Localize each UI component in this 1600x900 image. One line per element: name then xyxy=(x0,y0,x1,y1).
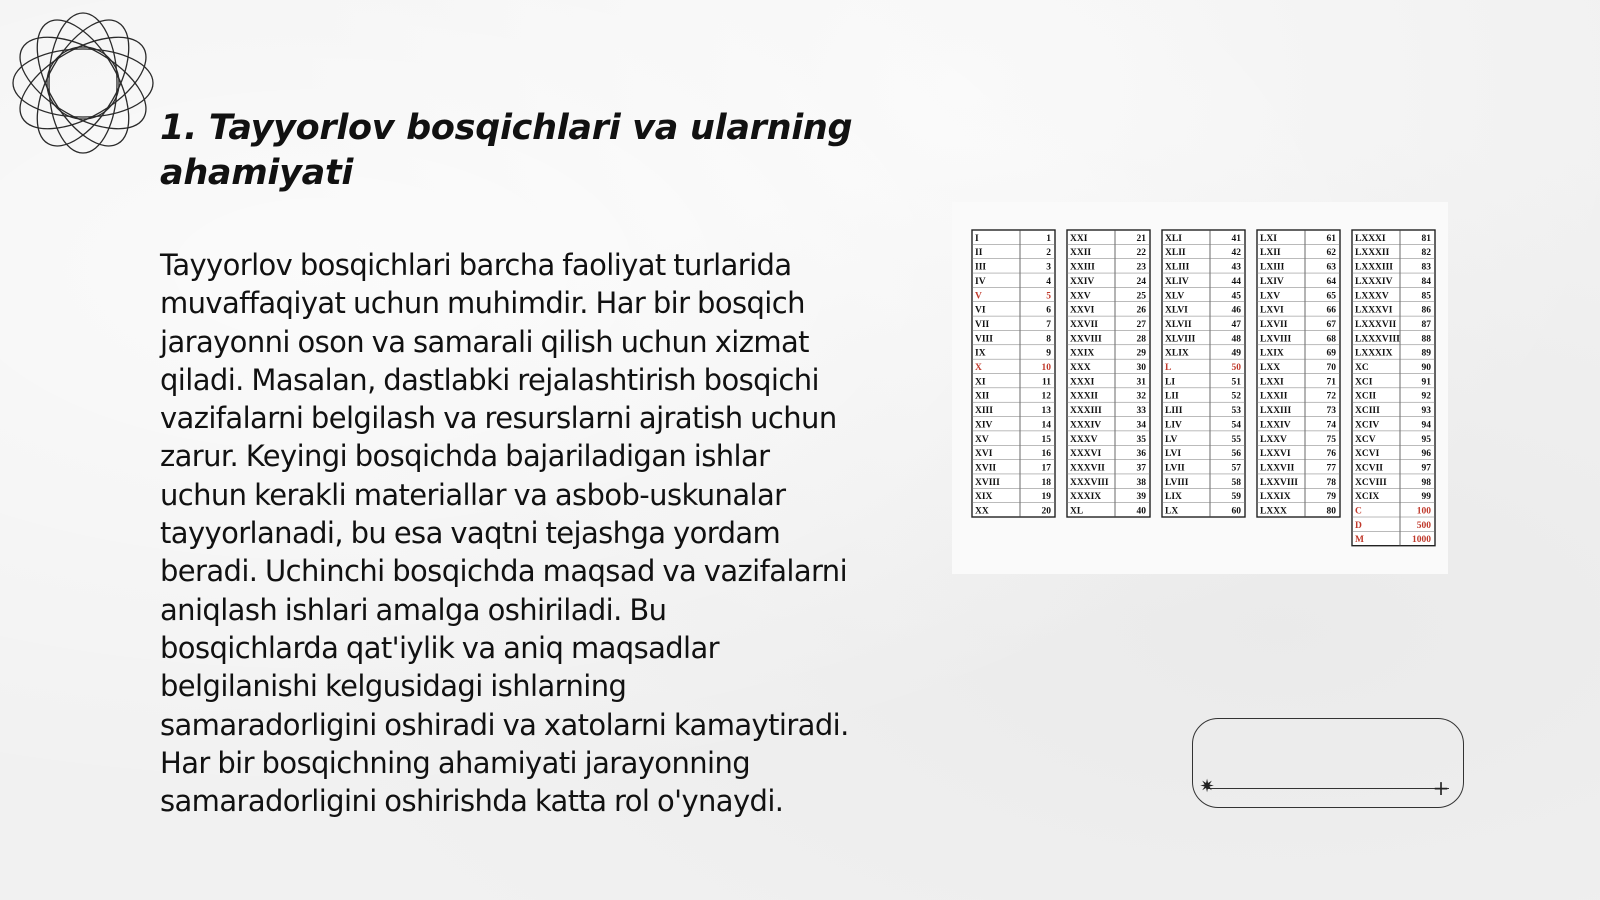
roman-numeral-cell: LX xyxy=(1165,506,1179,517)
arabic-number-cell: 16 xyxy=(1041,449,1051,460)
roman-numeral-cell: LXVII xyxy=(1260,319,1288,330)
roman-numeral-cell: XXIX xyxy=(1070,348,1095,359)
arabic-number-cell: 99 xyxy=(1421,492,1431,503)
arabic-number-cell: 79 xyxy=(1326,492,1336,503)
roman-numeral-cell: XCVIII xyxy=(1355,477,1387,488)
arabic-number-cell: 71 xyxy=(1326,377,1336,388)
arabic-number-cell: 10 xyxy=(1041,363,1051,373)
roman-numeral-cell: XXXIII xyxy=(1070,406,1102,417)
roman-numeral-cell: XCVI xyxy=(1355,449,1380,460)
arabic-number-cell: 25 xyxy=(1136,291,1146,302)
arabic-number-cell: 11 xyxy=(1042,377,1051,388)
roman-numeral-cell: XV xyxy=(975,434,989,445)
arabic-number-cell: 44 xyxy=(1231,276,1241,287)
arabic-number-cell: 98 xyxy=(1421,477,1431,488)
arabic-number-cell: 29 xyxy=(1136,348,1146,359)
arabic-number-cell: 38 xyxy=(1136,477,1146,488)
roman-numeral-cell: D xyxy=(1355,520,1362,531)
roman-numeral-cell: XIV xyxy=(975,420,993,431)
roman-numeral-cell: XCIII xyxy=(1355,406,1380,417)
roman-numeral-cell: LIX xyxy=(1165,492,1182,503)
roman-numeral-cell: LXVI xyxy=(1260,305,1284,316)
roman-numeral-cell: XXVIII xyxy=(1070,334,1102,345)
slide-title: 1. Tayyorlov bosqichlari va ularning ahamiyati xyxy=(160,108,853,193)
roman-numeral-cell: XXVII xyxy=(1070,319,1098,330)
roman-numeral-cell: LXXXI xyxy=(1355,233,1386,244)
roman-numeral-cell: IV xyxy=(975,276,986,287)
arabic-number-cell: 82 xyxy=(1421,248,1431,259)
roman-numeral-cell: XVI xyxy=(975,449,993,460)
roman-numeral-cell: XXIV xyxy=(1070,276,1095,287)
roman-numeral-cell: XVIII xyxy=(975,477,1000,488)
roman-numeral-cell: XCIV xyxy=(1355,420,1380,431)
roman-numeral-cell: XXXVII xyxy=(1070,463,1105,474)
arabic-number-cell: 43 xyxy=(1231,262,1241,273)
roman-numeral-cell: XXXVIII xyxy=(1070,477,1109,488)
roman-numeral-cell: XXXVI xyxy=(1070,449,1102,460)
roman-numeral-cell: XXI xyxy=(1070,233,1088,244)
arabic-number-cell: 12 xyxy=(1041,391,1051,402)
arabic-number-cell: 53 xyxy=(1231,406,1241,417)
arabic-number-cell: 20 xyxy=(1041,506,1051,517)
roman-numeral-cell: LIV xyxy=(1165,420,1182,431)
arabic-number-cell: 56 xyxy=(1231,449,1241,460)
roman-numeral-cell: XXXIX xyxy=(1070,492,1102,503)
arabic-number-cell: 51 xyxy=(1231,377,1241,388)
roman-numeral-cell: I xyxy=(975,233,979,244)
arabic-number-cell: 500 xyxy=(1416,520,1431,531)
roman-numeral-cell: LXIV xyxy=(1260,276,1284,287)
arabic-number-cell: 85 xyxy=(1421,291,1431,302)
roman-numeral-cell: II xyxy=(975,248,983,259)
roman-numeral-cell: M xyxy=(1355,535,1364,546)
arabic-number-cell: 35 xyxy=(1136,434,1146,445)
arabic-number-cell: 9 xyxy=(1046,348,1051,359)
arabic-number-cell: 31 xyxy=(1136,377,1146,388)
roman-numeral-cell: LXVIII xyxy=(1260,334,1292,345)
arabic-number-cell: 50 xyxy=(1231,363,1241,373)
roman-table-column xyxy=(1067,230,1150,517)
arabic-number-cell: 96 xyxy=(1421,449,1431,460)
arabic-number-cell: 86 xyxy=(1421,305,1431,316)
arabic-number-cell: 62 xyxy=(1326,248,1336,259)
arabic-number-cell: 27 xyxy=(1136,319,1146,330)
arabic-number-cell: 54 xyxy=(1231,420,1241,431)
roman-numeral-cell: XLII xyxy=(1165,248,1186,259)
arabic-number-cell: 41 xyxy=(1231,233,1241,244)
arabic-number-cell: 3 xyxy=(1046,262,1051,273)
roman-numeral-cell: VIII xyxy=(975,334,993,345)
arabic-number-cell: 30 xyxy=(1136,363,1146,373)
roman-numeral-cell: VII xyxy=(975,319,990,330)
roman-numeral-cell: IX xyxy=(975,348,986,359)
roman-numeral-cell: XIII xyxy=(975,406,993,417)
roman-numeral-cell: XIX xyxy=(975,492,993,503)
arabic-number-cell: 49 xyxy=(1231,348,1241,359)
roman-numeral-cell: LXXXVII xyxy=(1355,319,1397,330)
roman-numeral-cell: XX xyxy=(975,506,989,517)
roman-numeral-cell: LVII xyxy=(1165,463,1185,474)
roman-numeral-cell: XCV xyxy=(1355,434,1376,445)
arabic-number-cell: 37 xyxy=(1136,463,1146,474)
arabic-number-cell: 40 xyxy=(1136,506,1146,517)
arabic-number-cell: 80 xyxy=(1326,506,1336,517)
arabic-number-cell: 57 xyxy=(1231,463,1241,474)
roman-numeral-cell: LXXVII xyxy=(1260,463,1295,474)
arabic-number-cell: 28 xyxy=(1136,334,1146,345)
roman-numeral-cell: XLIX xyxy=(1165,348,1189,359)
arabic-number-cell: 60 xyxy=(1231,506,1241,517)
roman-numeral-cell: XXII xyxy=(1070,248,1092,259)
roman-numeral-cell: LXXVIII xyxy=(1260,477,1299,488)
arabic-number-cell: 2 xyxy=(1046,248,1051,259)
circular-floral-logo-icon xyxy=(10,10,156,156)
roman-numeral-cell: XLIII xyxy=(1165,262,1190,273)
roman-table-column xyxy=(1162,230,1245,517)
roman-numeral-cell: XXX xyxy=(1070,363,1091,373)
arabic-number-cell: 1000 xyxy=(1412,535,1431,546)
roman-numeral-cell: XXXV xyxy=(1070,434,1098,445)
roman-numeral-cell: III xyxy=(975,262,987,273)
arabic-number-cell: 63 xyxy=(1326,262,1336,273)
arabic-number-cell: 78 xyxy=(1326,477,1336,488)
arabic-number-cell: 64 xyxy=(1326,276,1336,287)
arabic-number-cell: 84 xyxy=(1421,276,1431,287)
roman-numeral-cell: XXXI xyxy=(1070,377,1095,388)
arabic-number-cell: 23 xyxy=(1136,262,1146,273)
roman-numeral-cell: XXXII xyxy=(1070,391,1098,402)
decorative-frame xyxy=(1192,718,1464,808)
arabic-number-cell: 69 xyxy=(1326,348,1336,359)
arabic-number-cell: 59 xyxy=(1231,492,1241,503)
arabic-number-cell: 89 xyxy=(1421,348,1431,359)
roman-numeral-cell: LVIII xyxy=(1165,477,1189,488)
arabic-number-cell: 24 xyxy=(1136,276,1146,287)
arabic-number-cell: 22 xyxy=(1136,248,1146,259)
roman-numeral-cell: XXVI xyxy=(1070,305,1095,316)
arabic-number-cell: 70 xyxy=(1326,363,1336,373)
roman-numeral-cell: XLVII xyxy=(1165,319,1192,330)
roman-numeral-cell: C xyxy=(1355,506,1362,517)
cross-sparkle-icon: + xyxy=(1432,776,1450,800)
roman-numeral-cell: LV xyxy=(1165,434,1178,445)
arabic-number-cell: 48 xyxy=(1231,334,1241,345)
roman-numeral-cell: XCI xyxy=(1355,377,1373,388)
arabic-number-cell: 74 xyxy=(1326,420,1336,431)
arabic-number-cell: 93 xyxy=(1421,406,1431,417)
roman-numeral-cell: LXII xyxy=(1260,248,1281,259)
roman-numeral-cell: LXXX xyxy=(1260,506,1287,517)
roman-numeral-cell: L xyxy=(1165,363,1172,373)
arabic-number-cell: 1 xyxy=(1046,233,1051,244)
arabic-number-cell: 87 xyxy=(1421,319,1431,330)
roman-numeral-cell: XVII xyxy=(975,463,997,474)
roman-numeral-cell: XXV xyxy=(1070,291,1091,302)
arabic-number-cell: 94 xyxy=(1421,420,1431,431)
roman-numeral-cell: LXXV xyxy=(1260,434,1287,445)
arabic-number-cell: 76 xyxy=(1326,449,1336,460)
arabic-number-cell: 95 xyxy=(1421,434,1431,445)
arabic-number-cell: 4 xyxy=(1046,276,1051,287)
roman-numeral-cell: LXXXVIII xyxy=(1355,334,1400,345)
roman-numeral-cell: XLI xyxy=(1165,233,1182,244)
arabic-number-cell: 81 xyxy=(1421,233,1431,244)
arabic-number-cell: 52 xyxy=(1231,391,1241,402)
roman-numeral-cell: V xyxy=(975,291,982,302)
arabic-number-cell: 14 xyxy=(1041,420,1051,431)
starburst-icon: ✷ xyxy=(1199,776,1215,797)
decorative-line xyxy=(1207,788,1449,789)
roman-numeral-cell: XXXIV xyxy=(1070,420,1102,431)
arabic-number-cell: 47 xyxy=(1231,319,1241,330)
arabic-number-cell: 91 xyxy=(1421,377,1431,388)
arabic-number-cell: 68 xyxy=(1326,334,1336,345)
arabic-number-cell: 34 xyxy=(1136,420,1146,431)
arabic-number-cell: 67 xyxy=(1326,319,1336,330)
roman-table-column xyxy=(1352,230,1435,546)
roman-numerals-table xyxy=(952,202,1448,574)
roman-numeral-cell: LXX xyxy=(1260,363,1281,373)
roman-numeral-cell: LXXXIV xyxy=(1355,276,1393,287)
arabic-number-cell: 58 xyxy=(1231,477,1241,488)
arabic-number-cell: 46 xyxy=(1231,305,1241,316)
roman-numeral-cell: XII xyxy=(975,391,990,402)
arabic-number-cell: 92 xyxy=(1421,391,1431,402)
arabic-number-cell: 97 xyxy=(1421,463,1431,474)
arabic-number-cell: 33 xyxy=(1136,406,1146,417)
arabic-number-cell: 73 xyxy=(1326,406,1336,417)
roman-numerals-table-image xyxy=(952,202,1448,574)
roman-table-column xyxy=(972,230,1055,517)
roman-numeral-cell: XCII xyxy=(1355,391,1377,402)
roman-numeral-cell: LXV xyxy=(1260,291,1281,302)
roman-numeral-cell: XXIII xyxy=(1070,262,1095,273)
roman-numeral-cell: LXXVI xyxy=(1260,449,1291,460)
arabic-number-cell: 39 xyxy=(1136,492,1146,503)
roman-numeral-cell: LXXXV xyxy=(1355,291,1389,302)
roman-numeral-cell: LXXXIX xyxy=(1355,348,1393,359)
arabic-number-cell: 13 xyxy=(1041,406,1051,417)
roman-numeral-cell: LXXIX xyxy=(1260,492,1291,503)
arabic-number-cell: 61 xyxy=(1326,233,1336,244)
roman-numeral-cell: LVI xyxy=(1165,449,1182,460)
roman-numeral-cell: XL xyxy=(1070,506,1084,517)
roman-numeral-cell: XLVI xyxy=(1165,305,1188,316)
roman-numeral-cell: LII xyxy=(1165,391,1179,402)
roman-numeral-cell: LXXII xyxy=(1260,391,1288,402)
roman-numeral-cell: XCIX xyxy=(1355,492,1380,503)
arabic-number-cell: 5 xyxy=(1046,291,1051,302)
arabic-number-cell: 6 xyxy=(1046,305,1051,316)
roman-numeral-cell: X xyxy=(975,363,982,373)
roman-numeral-cell: VI xyxy=(975,305,986,316)
roman-numeral-cell: LXXXIII xyxy=(1355,262,1394,273)
arabic-number-cell: 90 xyxy=(1421,363,1431,373)
arabic-number-cell: 100 xyxy=(1416,506,1431,517)
arabic-number-cell: 21 xyxy=(1136,233,1146,244)
arabic-number-cell: 17 xyxy=(1041,463,1051,474)
roman-numeral-cell: XCVII xyxy=(1355,463,1383,474)
arabic-number-cell: 26 xyxy=(1136,305,1146,316)
arabic-number-cell: 88 xyxy=(1421,334,1431,345)
roman-numeral-cell: XLIV xyxy=(1165,276,1189,287)
roman-numeral-cell: LXXXII xyxy=(1355,248,1390,259)
roman-numeral-cell: XC xyxy=(1355,363,1369,373)
roman-numeral-cell: LXIX xyxy=(1260,348,1284,359)
arabic-number-cell: 32 xyxy=(1136,391,1146,402)
arabic-number-cell: 65 xyxy=(1326,291,1336,302)
roman-numeral-cell: XI xyxy=(975,377,986,388)
arabic-number-cell: 42 xyxy=(1231,248,1241,259)
arabic-number-cell: 77 xyxy=(1326,463,1336,474)
arabic-number-cell: 75 xyxy=(1326,434,1336,445)
arabic-number-cell: 7 xyxy=(1046,319,1051,330)
arabic-number-cell: 15 xyxy=(1041,434,1051,445)
roman-numeral-cell: LXXI xyxy=(1260,377,1284,388)
arabic-number-cell: 45 xyxy=(1231,291,1241,302)
arabic-number-cell: 72 xyxy=(1326,391,1336,402)
roman-numeral-cell: XLV xyxy=(1165,291,1185,302)
roman-numeral-cell: LXI xyxy=(1260,233,1277,244)
arabic-number-cell: 66 xyxy=(1326,305,1336,316)
roman-numeral-cell: LI xyxy=(1165,377,1176,388)
roman-numeral-cell: LIII xyxy=(1165,406,1183,417)
arabic-number-cell: 55 xyxy=(1231,434,1241,445)
roman-numeral-cell: LXXIV xyxy=(1260,420,1291,431)
arabic-number-cell: 83 xyxy=(1421,262,1431,273)
roman-numeral-cell: XLVIII xyxy=(1165,334,1196,345)
roman-table-column xyxy=(1257,230,1340,517)
arabic-number-cell: 36 xyxy=(1136,449,1146,460)
slide-body-text: Tayyorlov bosqichlari barcha faoliyat turlarida muvaffaqiyat uchun muhimdir. Har bir bosqich jarayonni oson va samarali qilish uchun xizmat qiladi. Masalan, dastlabki rejalashtirish bosqichi vazifalarni belgilash va resurslarni ajratish uchun zarur. Keyingi bosqichda bajariladigan ishlar uchun kerakli materiallar va asbob-uskunalar tayyorlanadi, bu esa vaqtni tejashga yordam beradi. Uchinchi bosqichda maqsad va vazifalarni aniqlash ishlari amalga oshiriladi. Bu bosqichlarda qat'iylik va aniq maqsadlar belgilanishi kelgusidagi ishlarning samaradorligini oshiradi va xatolarni kamaytiradi. Har bir bosqichning ahamiyati jarayonning samaradorligini oshirishda katta rol o'ynaydi. xyxy=(160,248,849,819)
roman-numeral-cell: LXIII xyxy=(1260,262,1285,273)
arabic-number-cell: 18 xyxy=(1041,477,1051,488)
roman-numeral-cell: LXXXVI xyxy=(1355,305,1393,316)
roman-numeral-cell: LXXIII xyxy=(1260,406,1292,417)
arabic-number-cell: 8 xyxy=(1046,334,1051,345)
arabic-number-cell: 19 xyxy=(1041,492,1051,503)
